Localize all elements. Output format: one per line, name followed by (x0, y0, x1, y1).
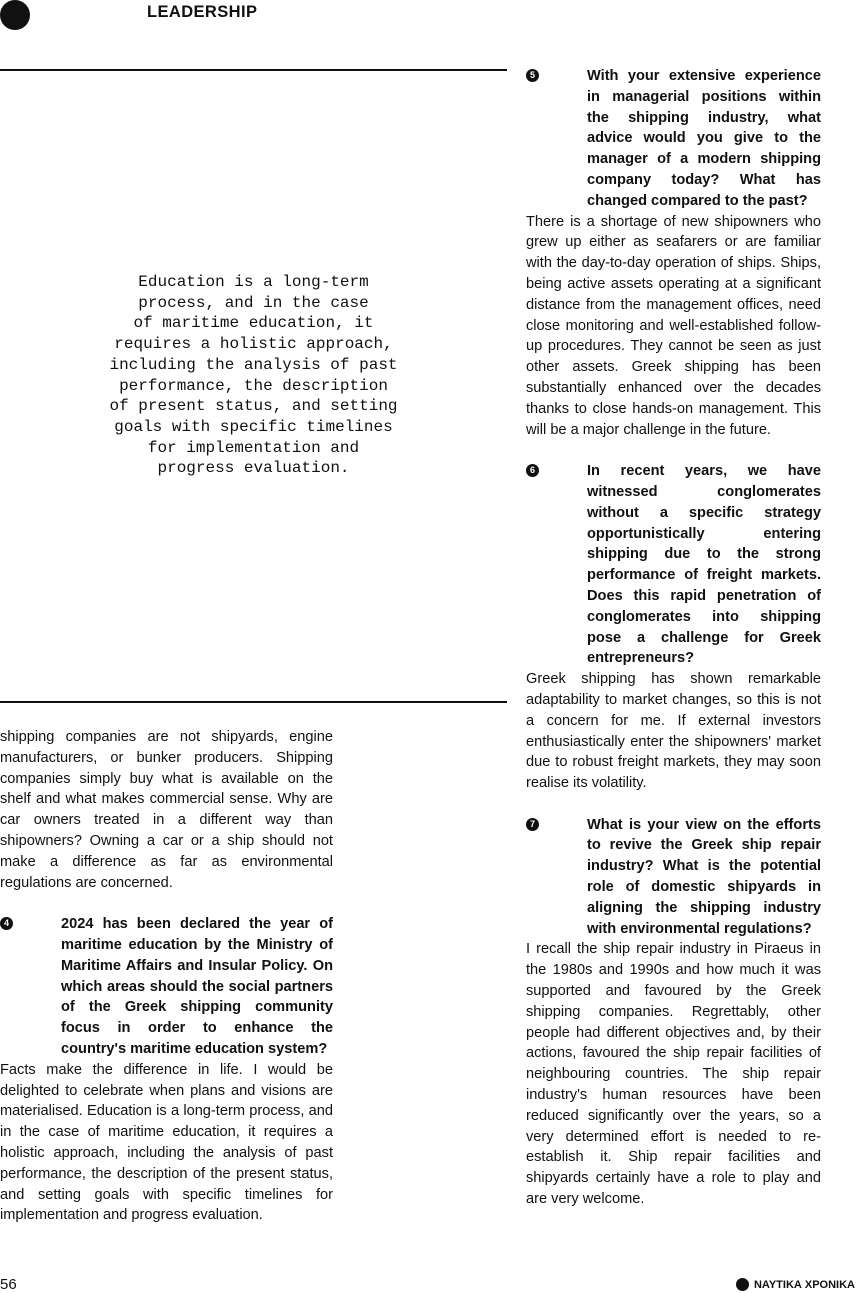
quote-top-rule (0, 69, 507, 71)
question-text: In recent years, we have witnessed conglomerates without a specific strategy opportunistically entering shipping due to the strong performance of freight markets. Does this rapid penetration of conglomerates into shipping pose a challenge for Greek entrepreneurs? (587, 463, 821, 667)
right-column (526, 66, 821, 1231)
footer-brand (736, 1278, 855, 1291)
question-number-badge: 4 (0, 917, 13, 930)
page-number: 56 (0, 1276, 17, 1293)
brand-logo-icon (736, 1278, 749, 1291)
question (526, 66, 821, 212)
brand-name: ΝΑΥΤΙΚΑ ΧΡΟΝΙΚΑ (753, 1278, 855, 1291)
question-number-badge: 7 (526, 818, 539, 831)
pull-quote: Education is a long-term process, and in the case of maritime education, it requires a holistic approach, including the analysis of past performance, the description of present status, and setting goals with specific timelines for implementation and progress evaluation. (109, 273, 398, 478)
answer-text: There is a shortage of new shipowners who grew up either as seafarers or are familiar with the day-to-day operation of ships. Ships, being active assets operating at a significant distance from the management offices, need close monitoring and well-established follow-up procedures. They cannot be seen as just other assets. Greek shipping has been substantially enhanced over the decades thanks to close hands-on management. This will be a major challenge in the future. (526, 213, 821, 438)
question-number-badge: 6 (526, 464, 539, 477)
answer-text: Greek shipping has shown remarkable adaptability to market changes, so this is not a concern for me. If external investors enthusiastically enter the shipowners' market due to robust freight markets, they may soon realise its volatility. (526, 671, 821, 792)
question-text: 2024 has been declared the year of maritime education by the Ministry of Maritime Affairs and Insular Policy. On which areas should the social partners of the Greek shipping community focus in order to enhance the country's maritime education system? (61, 916, 333, 1057)
question (526, 461, 821, 669)
question (0, 914, 333, 1060)
question-text: With your extensive experience in managerial positions within the shipping industry, what advice would you give to the manager of a modern shipping company today? What has changed compared to the past? (587, 68, 821, 209)
intro-paragraph: shipping companies are not shipyards, engine manufacturers, or bunker producers. Shipping companies simply buy what is available on the shelf and what makes commercial sense. Why are car owners treated in a different way than shipowners? Owning a car or a ship should not make a difference as far as environmental regulations are concerned. (0, 729, 333, 891)
qa-block-7 (526, 815, 821, 1210)
question-text: What is your view on the efforts to revive the Greek ship repair industry? What is the potential role of domestic shipyards in aligning the shipping industry with environmental regulations? (587, 816, 821, 937)
question-number-badge: 5 (526, 69, 539, 82)
quote-bottom-rule (0, 701, 507, 703)
section-title: LEADERSHIP (147, 3, 258, 21)
left-column (0, 727, 333, 1247)
qa-block-6 (526, 461, 821, 794)
question (526, 815, 821, 940)
answer-text: I recall the ship repair industry in Piraeus in the 1980s and 1990s and how much it was supported and favoured by the Greek shipping companies. Regrettably, other people had different objectives and, by their actions, favoured the ship repair facilities of neighbouring countries. The ship repair industry's human resources have been reduced significantly over the years, so a very determined effort is needed to re-establish it. Ship repair facilities and shipyards certainly have a role to play and are very welcome. (526, 941, 821, 1208)
answer-text: Facts make the difference in life. I would be delighted to celebrate when plans and visions are materialised. Education is a long-term process, and in the case of maritime education, it requires a holistic approach, including the analysis of past performance, the description of the present status, and setting goals with specific timelines for implementation and progress evaluation. (0, 1061, 333, 1224)
qa-block-5 (526, 66, 821, 440)
qa-block-4 (0, 914, 333, 1226)
magazine-logo-icon (0, 0, 30, 30)
